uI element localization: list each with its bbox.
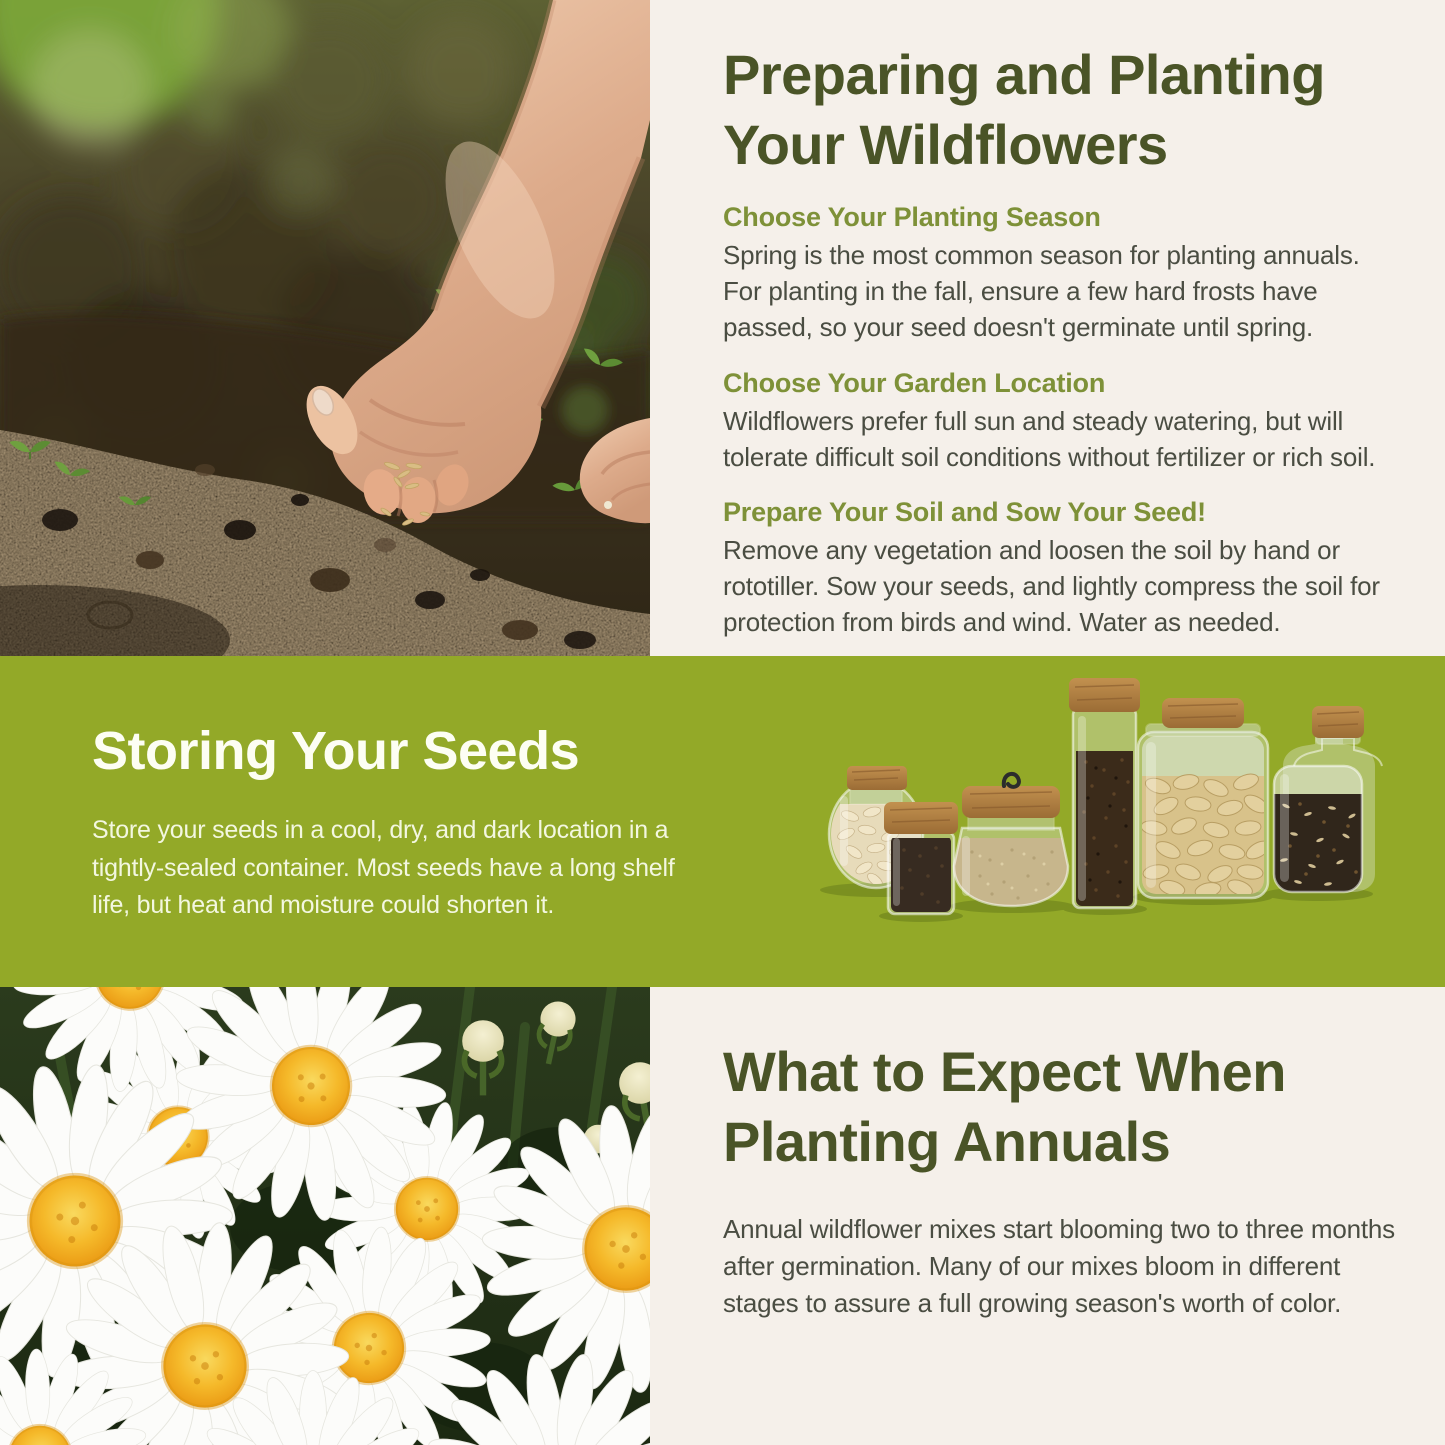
subsection-planting-season xyxy=(723,202,1395,346)
photo-white-daisies xyxy=(0,987,650,1445)
subsection-garden-location xyxy=(723,368,1395,476)
band-title: Storing Your Seeds xyxy=(92,721,580,781)
title-line-1: What to Expect When xyxy=(723,1040,1286,1103)
title-line-1: Preparing and Planting xyxy=(723,43,1325,106)
band-text-block xyxy=(92,720,722,925)
page-title xyxy=(723,40,1395,180)
section-preparing-and-planting xyxy=(650,0,1445,656)
subsection-heading: Prepare Your Soil and Sow Your Seed! xyxy=(723,497,1206,528)
seed-jars-illustration xyxy=(820,666,1445,966)
photo-hand-sowing-seeds xyxy=(0,0,650,656)
daisies-illustration xyxy=(0,987,650,1445)
subsection-prepare-soil xyxy=(723,497,1395,641)
jar-tall-tube-seeds xyxy=(1069,678,1140,908)
title-line-2: Your Wildflowers xyxy=(723,113,1168,176)
jar-tan-seeds xyxy=(954,774,1068,908)
section-body: Annual wildflower mixes start blooming two to three months after germination. Many of our mixes bloom in different stages to assure a full growing season's worth of color. xyxy=(723,1214,1395,1318)
band-body: Store your seeds in a cool, dry, and dark location in a tightly-sealed container. Most seeds have a long shelf life, but heat and moisture could shorten it. xyxy=(92,816,675,919)
jar-dark-seeds xyxy=(884,802,958,914)
title-line-2: Planting Annuals xyxy=(723,1110,1171,1173)
subsection-heading: Choose Your Garden Location xyxy=(723,367,1106,398)
subsection-heading: Choose Your Planting Season xyxy=(723,202,1101,232)
subsection-body: Remove any vegetation and loosen the soil by hand or rototiller. Sow your seeds, and lightly compress the soil for protection from birds and wind. Water as needed. xyxy=(723,535,1380,638)
subsection-body: Wildflowers prefer full sun and steady watering, but will tolerate difficult soil conditions without fertilizer or rich soil. xyxy=(723,405,1376,472)
soil-photo-illustration xyxy=(0,0,650,656)
cork-string-knot xyxy=(1004,774,1019,787)
photo-seed-storage-jars xyxy=(820,666,1445,966)
jar-pumpkin-seeds xyxy=(1138,698,1273,900)
subsection-body: Spring is the most common season for planting annuals. For planting in the fall, ensure a few hard frosts have passed, so your seed doesn't germinate until spring. xyxy=(723,240,1360,342)
jar-mixed-seeds xyxy=(1274,706,1382,892)
section-what-to-expect xyxy=(650,987,1445,1445)
section-title xyxy=(723,1037,1395,1177)
section-storing-your-seeds xyxy=(0,656,1445,987)
